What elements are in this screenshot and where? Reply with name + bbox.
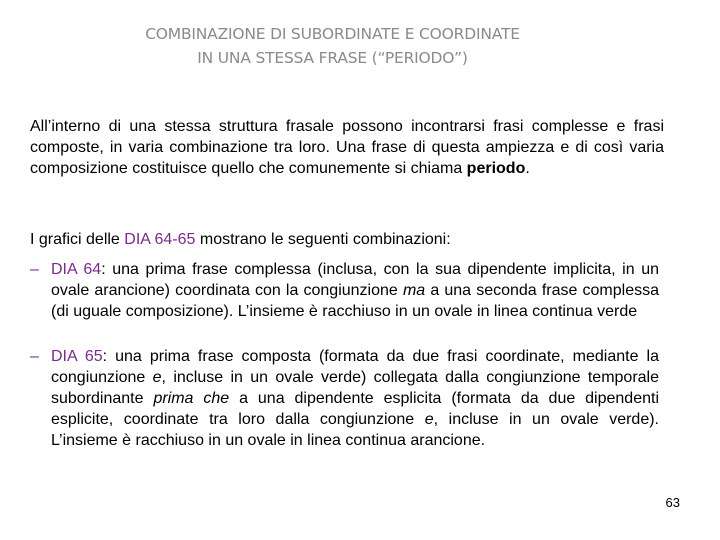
bullet-dash: – <box>30 348 39 365</box>
bullet-italic: ma <box>402 282 426 299</box>
bullet-italic: e <box>152 369 162 386</box>
bullet-italic: prima che <box>153 390 230 407</box>
title-line-2: IN UNA STESSA FRASE (“PERIODO”) <box>197 49 468 67</box>
lead-after: mostrano le seguenti combinazioni: <box>195 231 451 248</box>
intro-paragraph <box>30 116 664 179</box>
page-number: 63 <box>665 495 680 510</box>
bullet-text: , incluse in un ovale verde). L’insieme è racchiuso in un ovale in linea continua arancione. <box>51 411 659 449</box>
bullet-text: : una prima frase complessa (inclusa, con la sua dipendente implicita, in un ovale arancione) coordinata con la congiunzione <box>51 261 660 299</box>
lead-paragraph <box>30 229 664 250</box>
bullet-ref: DIA 65 <box>51 348 103 365</box>
bullet-text: , incluse in un ovale verde) collegata dalla congiunzione temporale subordinante <box>51 369 659 407</box>
title-line-1: COMBINAZIONE DI SUBORDINATE E COORDINATE <box>145 25 520 43</box>
bullet-text: a una seconda frase complessa (di uguale composizione). L’insieme è racchiuso in un ovale in linea continua verde <box>51 282 660 320</box>
bullet-dia-64 <box>30 259 659 322</box>
bullet-text: a una dipendente esplicita (formata da due dipendenti esplicite, coordinate tra loro dalla congiunzione <box>51 390 660 428</box>
intro-term: periodo <box>466 160 526 177</box>
slide-title <box>100 22 565 70</box>
bullet-dia-65 <box>30 346 659 451</box>
bullet-text: : una prima frase composta (formata da due frasi coordinate, mediante la congiunzione <box>51 348 659 386</box>
intro-end: . <box>525 160 530 177</box>
lead-before: I grafici delle <box>30 231 125 248</box>
bullet-ref: DIA 64 <box>51 261 102 278</box>
bullet-italic: e <box>424 411 434 428</box>
intro-text: All’interno di una stessa struttura frasale possono incontrarsi frasi complesse e frasi composte, in varia combinazione tra loro. Una frase di questa ampiezza e di così varia composizione costituisce quello che comunemente si chiama <box>30 118 664 177</box>
bullet-dash: – <box>30 261 39 278</box>
lead-ref: DIA 64-65 <box>124 231 196 248</box>
